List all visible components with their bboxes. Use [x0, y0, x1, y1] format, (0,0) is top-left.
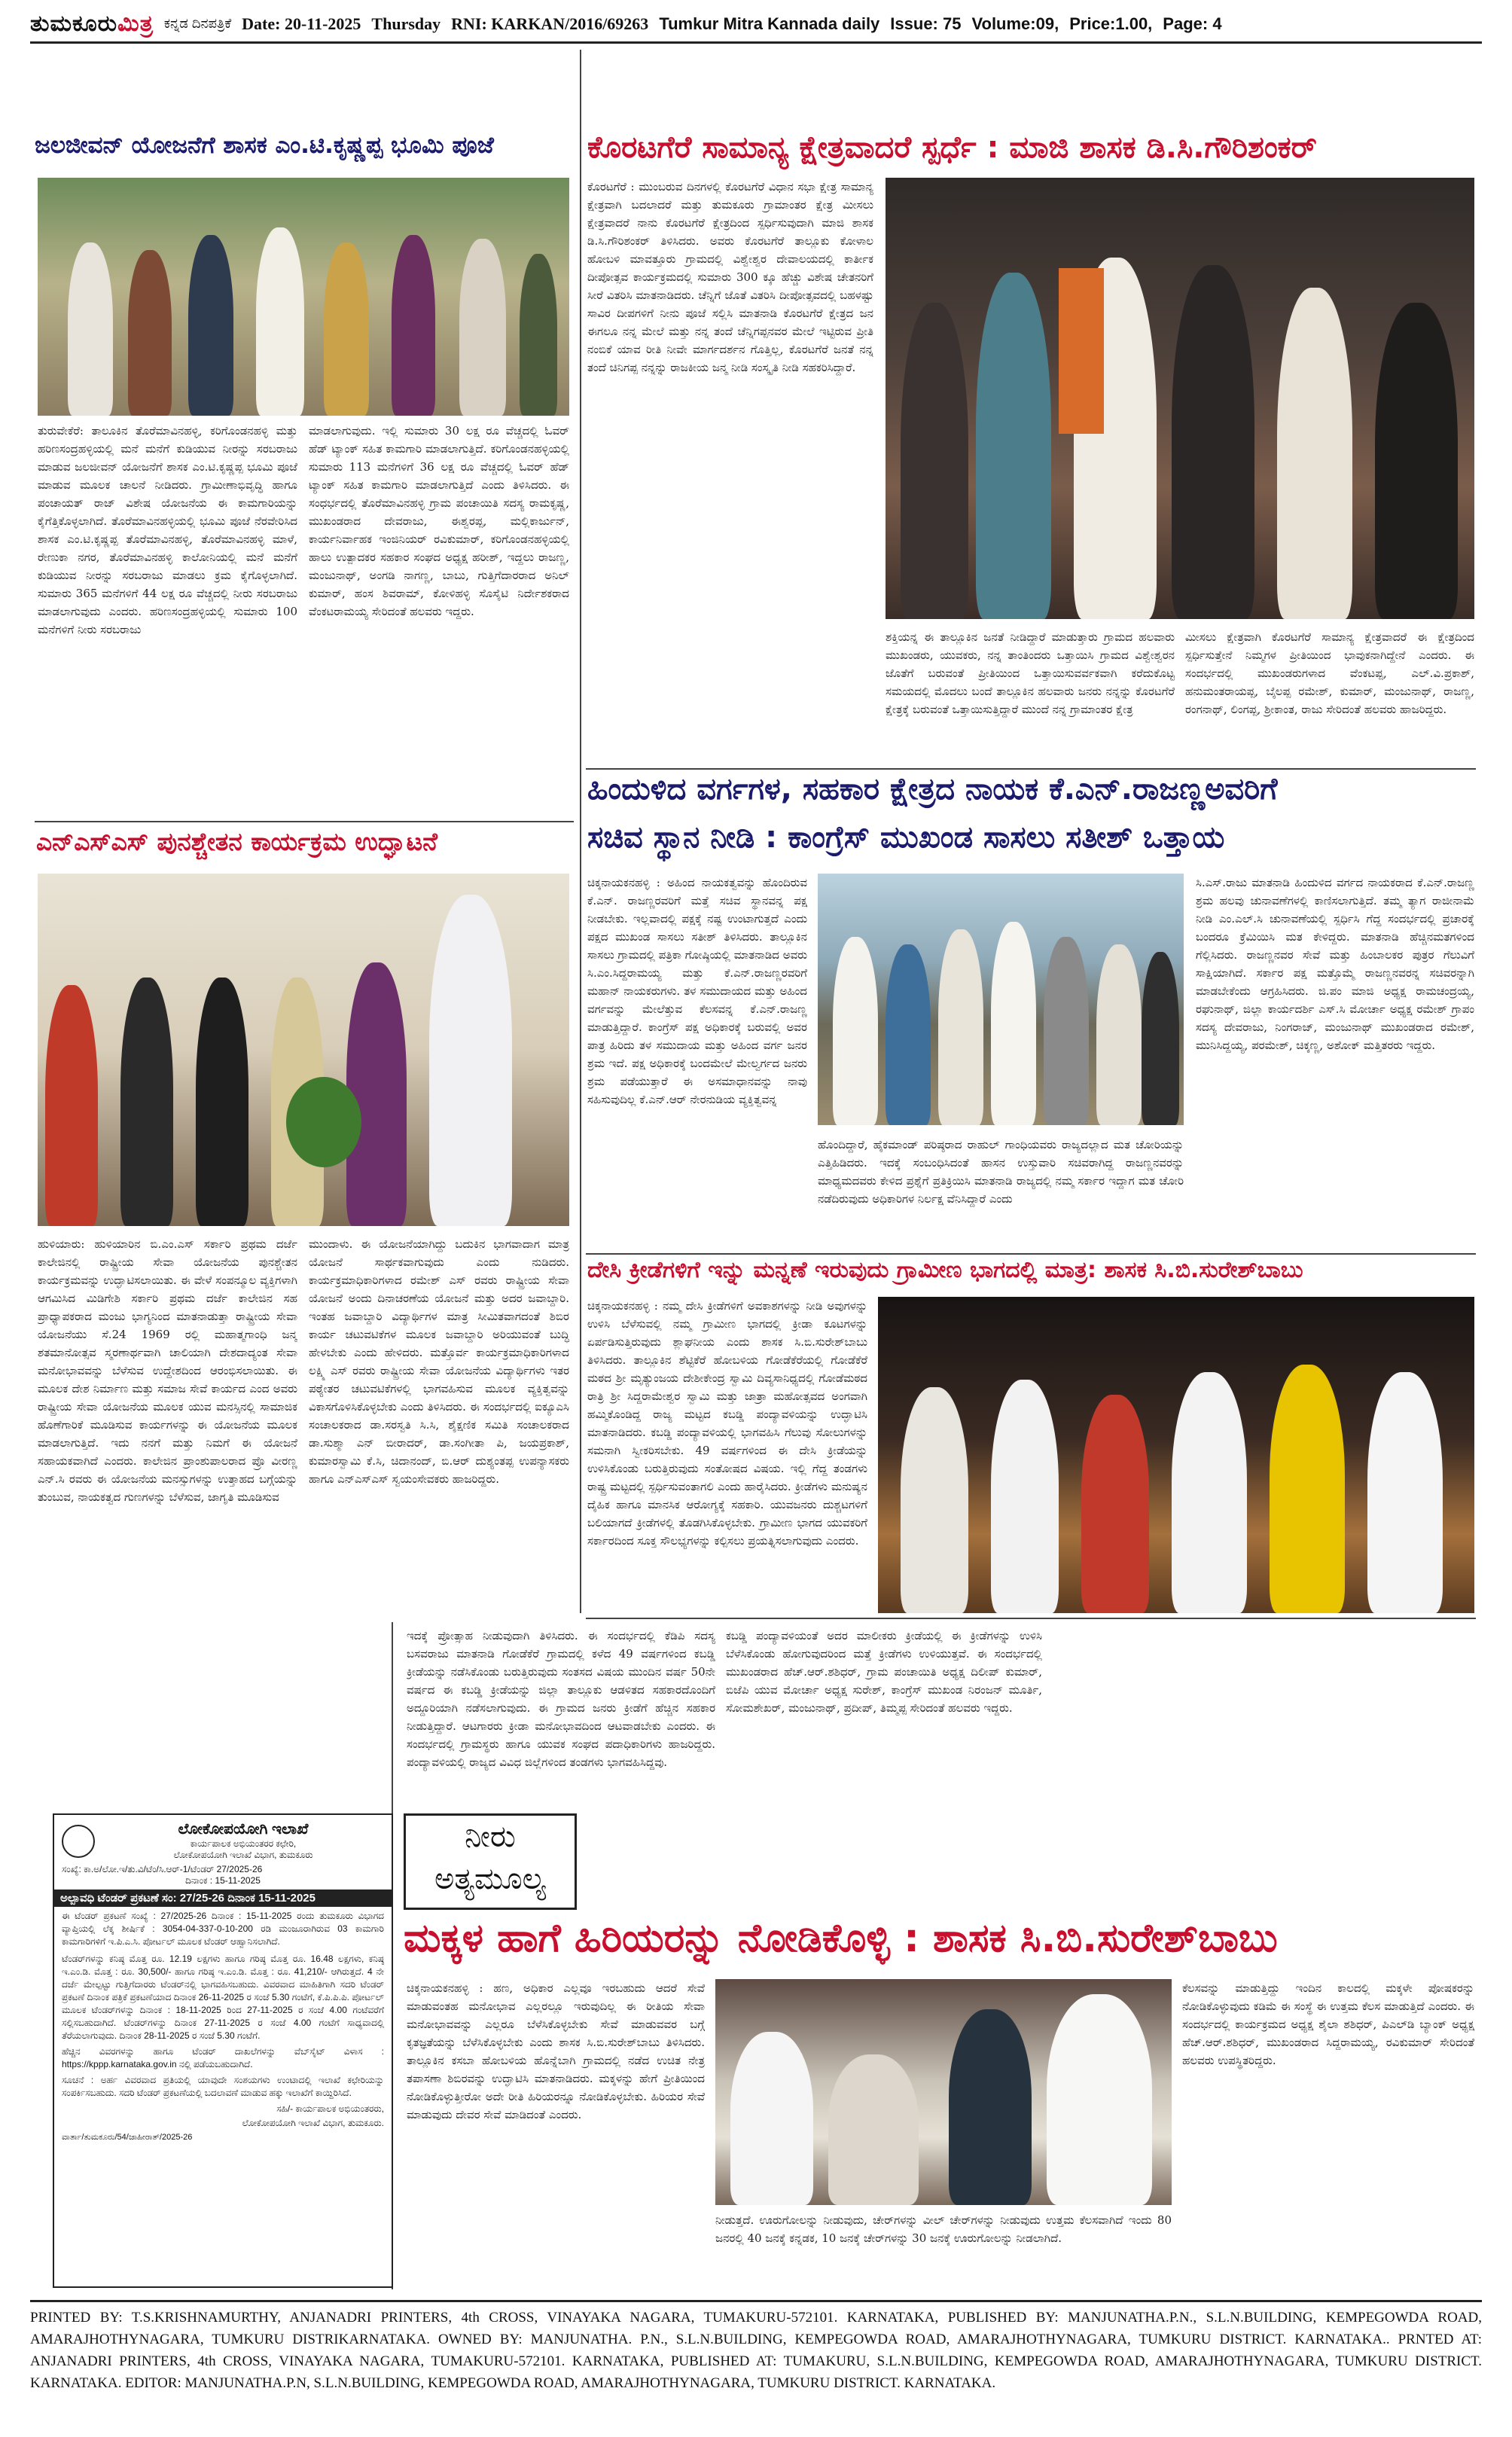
masthead: [30, 6, 1482, 44]
notice-body-3: ಹೆಚ್ಚಿನ ವಿವರಗಳನ್ನು ಹಾಗೂ ಟೆಂಡರ್ ದಾಖಲೆಗಳನ್ನು ವೆಬ್‌ಸೈಟ್ ವಿಳಾಸ : https://kppp.karnataka.gov.in ನಲ್ಲಿ ಪಡೆಯಬಹುದಾಗಿದೆ.: [62, 2046, 384, 2069]
story6-body-left: ಚಿಕ್ಕನಾಯಕನಹಳ್ಳಿ : ಹಣ, ಅಧಿಕಾರ ಎಲ್ಲವೂ ಇರಬಹುದು ಆದರೆ ಸೇವೆ ಮಾಡುವಂತಹ ಮನೋಭಾವ ಎಲ್ಲರಲ್ಲೂ ಇರುವುದಿಲ್ಲ ಈ ರೀತಿಯ ಸೇವಾ ಮನೋಭಾವವನ್ನು ಎಲ್ಲರೂ ಬೆಳೆಸಿಕೊಳ್ಳಬೇಕು ಸೇವೆ ಮಾಡುವವರ ಬಗ್ಗೆ ಕೃತಜ್ಞತೆಯನ್ನು ಬೆಳೆಸಿಕೊಳ್ಳಬೇಕು ಎಂದು ಶಾಸಕ ಸಿ.ಬಿ.ಸುರೇಶ್‌ಬಾಬು ತಿಳಿಸಿದರು. ತಾಲ್ಲೂಕಿನ ಕಸಬಾ ಹೋಬಳಿಯ ಹೊನ್ನೆಬಾಗಿ ಗ್ರಾಮದಲ್ಲಿ ನಡೆದ ಉಚಿತ ನೇತ್ರ ತಪಾಸಣಾ ಶಿಬಿರವನ್ನು ಉದ್ಘಾಟಿಸಿ ಮಾತನಾಡಿದರು. ಮಕ್ಕಳನ್ನು ಹೇಗೆ ಪ್ರೀತಿಯಿಂದ ನೋಡಿಕೊಳ್ಳುತ್ತೀರೋ ಅದೇ ರೀತಿ ಹಿರಿಯರನ್ನೂ ನೋಡಿಕೊಳ್ಳಬೇಕು. ಹಿರಿಯರ ಸೇವೆ ಮಾಡುವುದು ದೇವರ ಸೇವೆ ಮಾಡಿದಂತೆ ಎಂದರು.: [407, 1981, 705, 2121]
paper-name: Tumkur Mitra Kannada daily: [659, 14, 880, 33]
story4-body-right: ಸಿ.ಎಸ್.ರಾಜು ಮಾತನಾಡಿ ಹಿಂದುಳಿದ ವರ್ಗದ ನಾಯಕರಾದ ಕೆ.ಎನ್.ರಾಜಣ್ಣ ಶ್ರಮ ಹಲವು ಚುನಾವಣೆಗಳಲ್ಲಿ ಕಾಣಿಸಲಾಗುತ್ತಿದೆ. ತಮ್ಮ ತ್ಯಾಗ ರಾಜೀನಾಮೆ ನೀಡಿ ಎಂ.ಎಲ್.ಸಿ ಚುನಾವಣೆಯಲ್ಲಿ ಸ್ಪರ್ಧಿಸಿ ಗೆದ್ದ ಸಂದರ್ಭದಲ್ಲಿ ಪ್ರಚಾರಕ್ಕೆ ಬಂದರೂ ಕ್ರೆಮಿಯಿಸಿ ಮತ ಕೇಳಿದ್ದರು. ಮಾತನಾಡಿ ಹೆಚ್ಚಿನಮತಗಳಿಂದ ಗೆಲ್ಲಿಸಿದರು. ರಾಜಣ್ಣನವರ ಸೇವೆ ಮತ್ತು ಹಿಂಬಾಲಕರ ಪುತ್ರರ ಗೆಲುವಿಗೆ ಸಾಕ್ಷಿಯಾಗಿದೆ. ಸರ್ಕಾರ ಪಕ್ಷ ಮತ್ತೊಮ್ಮೆ ರಾಜಣ್ಣನವರನ್ನ ಸಚಿವರನ್ನಾಗಿ ಮಾಡಬೇಕೆಂದು ಆಗ್ರಹಿಸಿದರು. ಜಿ.ಪಂ ಮಾಜಿ ಅಧ್ಯಕ್ಷ ರಾಮಚಂದ್ರಯ್ಯ, ರಘುನಾಥ್, ಜಿಲ್ಲಾ ಕಾರ್ಯದರ್ಶಿ ಎಸ್.ಸಿ ಮೋರ್ಚಾ ಅಧ್ಯಕ್ಷ ರಮೇಶ್ ಗ್ರಾಪಂ ಸದಸ್ಯ ದೇವರಾಜು, ನಿಂಗರಾಜ್, ಮಂಜುನಾಥ್ ಮುಖಂಡರಾದ ರಮೇಶ್, ಮುನಿಸಿದ್ದಯ್ಯ, ಪರಮೇಶ್, ಚಿಕ್ಕಣ್ಣ, ಅಶೋಕ್ ಮತ್ತಿತರರು ಇದ್ದರು.: [1196, 876, 1474, 1052]
section-divider: [35, 821, 574, 822]
story2-body-col2: ಮುಂದಾಳು. ಈ ಯೋಜನೆಯಾಗಿದ್ದು ಬದುಕಿನ ಭಾಗವಾದಾಗ ಮಾತ್ರ ಯೋಜನೆ ಸಾರ್ಥಕವಾಗುವುದು ಎಂದು ನುಡಿದರು. ಕಾರ್ಯಕ್ರಮಾಧಿಕಾರಿಗಳಾದ ರಮೇಶ್ ಎಸ್ ರವರು ರಾಷ್ಟ್ರೀಯ ಸೇವಾ ಯೋಜನೆ ಅಂದು ದಿನಾಚರಣೆಯ ಯೋಜನೆ ಮತ್ತು ಅದರ ಜವಾಬ್ದಾರಿ. ಇಂತಹ ಜವಾಬ್ದಾರಿ ವಿದ್ಯಾರ್ಥಿಗಳ ಮಾತ್ರ ಸೀಮಿತವಾಗದಂತೆ ಶಿಬಿರ ಕಾರ್ಯ ಚಟುವಟಿಕೆಗಳ ಮೂಲಕ ಜವಾಬ್ದಾರಿ ಅರಿಯುವಂತೆ ಬುದ್ಧಿ ಹೇಳಬೇಕು ಎಂದು ಹೇಳಿದರು. ಮತ್ತೊರ್ವ ಕಾರ್ಯಕ್ರಮಾಧಿಕಾರಿಗಳಾದ ಲಕ್ಷ್ಮಿ ಎಸ್ ರವರು ರಾಷ್ಟ್ರೀಯ ಸೇವಾ ಯೋಜನೆಯ ವಿದ್ಯಾರ್ಥಿಗಳು ಇತರ ಪಠ್ಯೇತರ ಚಟುವಟಿಕೆಗಳಲ್ಲಿ ಭಾಗವಹಿಸುವ ಮೂಲಕ ವ್ಯಕ್ತಿತ್ವವನ್ನು ವಿಕಾಸಗೊಳಿಸಿಕೊಳ್ಳಬೇಕು ಎಂದು ತಿಳಿಸಿದರು. ಈ ಸಂದರ್ಭದಲ್ಲಿ ಐಕ್ಯೂಎಸಿ ಸಂಚಾಲಕರಾದ ಡಾ.ಸರಸ್ವತಿ ಸಿ.ಸಿ, ಶೈಕ್ಷಣಿಕ ಸಮಿತಿ ಸಂಚಾಲಕರಾದ ಡಾ.ಸುಶ್ಮಾ ಎನ್ ಬೀರಾದರ್, ಡಾ.ಸಂಗೀತಾ ಪಿ, ಜಯಪ್ರಕಾಶ್, ಕುಮಾರಸ್ವಾಮಿ ಕೆ.ಸಿ, ಚಿದಾನಂದ್, ಬಿ.ಆರ್ ದುಶ್ಯಂತಪ್ಪ ಉಪನ್ಯಾಸಕರು ಹಾಗೂ ಎನ್‌ಎಸ್‌ಎಸ್ ಸ್ವಯಂಸೇವಕರು ಹಾಜರಿದ್ದರು.: [309, 1237, 569, 1486]
story1-photo: [38, 178, 569, 416]
notice-sub2: ಲೋಕೋಪಯೋಗಿ ಇಲಾಖೆ ವಿಭಾಗ, ತುಮಕೂರು: [173, 1850, 313, 1860]
story4-headline-2: ಸಚಿವ ಸ್ಥಾನ ನೀಡಿ : ಕಾಂಗ್ರೆಸ್ ಮುಖಂಡ ಸಾಸಲು ಸತೀಶ್ ಒತ್ತಾಯ: [587, 821, 1225, 855]
story5-body-right: ಕಬಡ್ಡಿ ಪಂದ್ಯಾವಳಿಯಂತೆ ಅದರ ಮಾಲೀಕರು ಕ್ರೀಡೆಯಲ್ಲಿ ಈ ಕ್ರೀಡೆಗಳನ್ನು ಉಳಿಸಿ ಬೆಳೆಸಿಕೊಂಡು ಹೋಗುವುದರಿಂದ ಮತ್ತೆ ಕ್ರೀಡೆಗಳು ಉಳಿಯುತ್ತವೆ. ಈ ಸಂದರ್ಭದಲ್ಲಿ ಮುಖಂಡರಾದ ಹೆಚ್.ಆರ್.ಶಶಿಧರ್, ಗ್ರಾಮ ಪಂಚಾಯಿತಿ ಅಧ್ಯಕ್ಷ ದಿಲೀಪ್ ಕುಮಾರ್, ಬಿಜೆಪಿ ಯುವ ಮೋರ್ಚಾ ಅಧ್ಯಕ್ಷ ಸುರೇಶ್, ಕಾಂಗ್ರೆಸ್ ಮುಖಂಡ ನಿರಂಜನ್ ಮೂರ್ತಿ, ಸೋಮಶೇಖರ್, ಮಂಜುನಾಥ್, ಪ್ರದೀಪ್, ತಿಮ್ಮಪ್ಪ ಸೇರಿದಂತೆ ಹಲವರು ಇದ್ದರು.: [726, 1629, 1042, 1715]
story6-headline: ಮಕ್ಕಳ ಹಾಗೆ ಹಿರಿಯರನ್ನು ನೋಡಿಕೊಳ್ಳಿ : ಶಾಸಕ ಸಿ.ಬಿ.ಸುರೇಶ್‌ಬಾಬು: [404, 1917, 1278, 1961]
story4-photo: [818, 874, 1184, 1125]
notice-code: ವಾರ್ತಾ/ತುಮಕೂರು/54/ಜಾಹೀರಾತ್/2025-26: [62, 2133, 193, 2142]
story4-body-left: ಚಿಕ್ಕನಾಯಕನಹಳ್ಳಿ : ಅಹಿಂದ ನಾಯಕತ್ವವನ್ನು ಹೊಂದಿರುವ ಕೆ.ಎನ್. ರಾಜಣ್ಣರವರಿಗೆ ಮತ್ತೆ ಸಚಿವ ಸ್ಥಾನವನ್ನ ಪಕ್ಷ ನೀಡಬೇಕು. ಇಲ್ಲವಾದಲ್ಲಿ ಪಕ್ಷಕ್ಕೆ ನಷ್ಟ ಉಂಟಾಗುತ್ತದೆ ಎಂದು ಪಕ್ಷದ ಮುಖಂಡ ಸಾಸಲು ಸತೀಶ್ ತಿಳಿಸಿದರು. ತಾಲ್ಲೂಕಿನ ಸಾಸಲು ಗ್ರಾಮದಲ್ಲಿ ಪತ್ರಿಕಾ ಗೋಷ್ಠಿಯಲ್ಲಿ ಮಾತನಾಡಿದ ಅವರು ಸಿ.ಎಂ.ಸಿದ್ದರಾಮಯ್ಯ ಮತ್ತು ಕೆ.ಎನ್.ರಾಜಣ್ಣರವರಿಗೆ ಮಹಾನ್ ನಾಯಕರುಗಳು. ತಳ ಸಮುದಾಯದ ಮತ್ತು ಅಹಿಂದ ವರ್ಗವನ್ನು ಮೇಲೆತ್ತುವ ಕೆಲಸವನ್ನ ಕೆ.ಎನ್.ರಾಜಣ್ಣ ಮಾಡುತ್ತಿದ್ದಾರೆ. ಕಾಂಗ್ರೆಸ್ ಪಕ್ಷ ಅಧಿಕಾರಕ್ಕೆ ಬರುವಲ್ಲಿ ಅವರ ಪಾತ್ರ ಹಿರಿದು ತಳ ಸಮುದಾಯ ಮತ್ತು ಅಹಿಂದ ವರ್ಗ ಜನರ ಶ್ರಮ ಇದೆ. ಪಕ್ಷ ಅಧಿಕಾರಕ್ಕೆ ಬಂದಮೇಲೆ ಮೇಲ್ವರ್ಗದ ಜನರು ಶ್ರಮ ಪಡೆಯುತ್ತಾರೆ ಈ ಅಸಮಾಧಾನವನ್ನು ನಾವು ಸಹಿಸುವುದಿಲ್ಲ ಕೆ.ಎನ್.ಆರ್ ನೇರನುಡಿಯ ವ್ಯಕ್ತಿತ್ವವನ್ನ: [587, 876, 807, 1106]
story6-body-middle: ನೀಡುತ್ತದೆ. ಊರುಗೋಲನ್ನು ನೀಡುವುದು, ಚೇರ್‌ಗಳನ್ನು ವೀಲ್ ಚೇರ್‌ಗಳನ್ನು ನೀಡುವುದು ಉತ್ತಮ ಕೆಲಸವಾಗಿದೆ ಇಂದು 80 ಜನರಲ್ಲಿ 40 ಜನಕ್ಕೆ ಕನ್ನಡಕ, 10 ಜನಕ್ಕೆ ಚೇರ್‌ಗಳನ್ನು 30 ಜನಕ್ಕೆ ಊರುಗೋಲನ್ನು ನೀಡಲಾಗಿದೆ.: [715, 2213, 1172, 2245]
rni-number: RNI: KARKAN/2016/69263: [451, 14, 649, 33]
story3-body-col-b: ಮೀಸಲು ಕ್ಷೇತ್ರವಾಗಿ ಕೊರಟಗೆರೆ ಸಾಮಾನ್ಯ ಕ್ಷೇತ್ರವಾದರೆ ಈ ಕ್ಷೇತ್ರದಿಂದ ಸ್ಪರ್ಧಿಸುತ್ತೇನೆ ನಿಮ್ಮಗಳ ಪ್ರೀತಿಯಿಂದ ಭಾವುಕನಾಗಿದ್ದೇನೆ ಎಂದರು. ಈ ಸಂದರ್ಭದಲ್ಲಿ ಮುಖಂಡರುಗಳಾದ ವೆಂಕಟಪ್ಪ, ಎಲ್.ವಿ.ಪ್ರಕಾಶ್, ಹನುಮಂತರಾಯಪ್ಪ, ಬೈಲಪ್ಪ ರಮೇಶ್, ಕುಮಾರ್, ಮಂಜುನಾಥ್, ರಾಜಣ್ಣ, ರಂಗನಾಥ್, ಲಿಂಗಪ್ಪ, ಶ್ರೀಕಾಂತ, ರಾಜು ಸೇರಿದಂತೆ ಹಲವರು ಹಾಜರಿದ್ದರು.: [1185, 630, 1474, 716]
notice-body-4: ಸೂಚನೆ : ಅರ್ಹ ವಿವರವಾದ ಪ್ರತಿಯಲ್ಲಿ ಯಾವುದೇ ಸಂಶಯಗಳು ಉಂಟಾದಲ್ಲಿ ಇಲಾಖೆ ಕಛೇರಿಯನ್ನು ಸಂಪರ್ಕಿಸಬಹುದು. ಸದರಿ ಟೆಂಡರ್ ಪ್ರಕಟಣೆಯಲ್ಲಿ ಬದಲಾವಣೆ ಮಾಡುವ ಹಕ್ಕು ಇಲಾಖೆಗೆ ಕಾಯ್ದಿರಿಸಿದೆ.: [62, 2075, 384, 2098]
notice-sub1: ಕಾರ್ಯಪಾಲಕ ಅಭಿಯಂತರರ ಕಛೇರಿ,: [190, 1838, 297, 1849]
section-divider: [586, 1253, 1476, 1255]
story2-photo: [38, 874, 569, 1226]
story6-photo: [715, 1979, 1172, 2205]
issue-number: Issue: 75: [890, 14, 962, 33]
story5-body-left: ಚಿಕ್ಕನಾಯಕನಹಳ್ಳಿ : ನಮ್ಮ ದೇಸಿ ಕ್ರೀಡೆಗಳಿಗೆ ಅವಕಾಶಗಳನ್ನು ನೀಡಿ ಅವುಗಳನ್ನು ಉಳಿಸಿ ಬೆಳೆಸುವಲ್ಲಿ ನಮ್ಮ ಗ್ರಾಮೀಣ ಭಾಗದಲ್ಲಿ ಕ್ರೀಡಾ ಕೂಟಗಳನ್ನು ಏರ್ಪಡಿಸುತ್ತಿರುವುದು ಶ್ಲಾಘನೀಯ ಎಂದು ಶಾಸಕ ಸಿ.ಬಿ.ಸುರೇಶ್‌ಬಾಬು ತಿಳಿಸಿದರು. ತಾಲ್ಲೂಕಿನ ಶೆಟ್ಟಿಕೆರೆ ಹೋಬಳಿಯ ಗೋಡೆಕೆರೆಯಲ್ಲಿ ಗೋಡೆಕೆರೆ ಮಠದ ಶ್ರೀ ಮೃತ್ಯುಂಜಯ ದೇಶೀಕೇಂದ್ರ ಸ್ವಾಮಿ ದಿವ್ಯಸಾನಿಧ್ಯದಲ್ಲಿ ಗೋಡೆಮಠದ ರಾತ್ರಿ ಶ್ರೀ ಸಿದ್ದರಾಮೇಶ್ವರ ಸ್ವಾಮಿ ಮತ್ತು ಜಾತ್ರಾ ಮಹೋತ್ಸವದ ಅಂಗವಾಗಿ ಹಮ್ಮಿಕೊಂಡಿದ್ದ ರಾಜ್ಯ ಮಟ್ಟದ ಕಬಡ್ಡಿ ಪಂದ್ಯಾವಳಿಯನ್ನು ಉದ್ಘಾಟಿಸಿ ಮಾತನಾಡಿದರು. ಕಬಡ್ಡಿ ಪಂದ್ಯಾವಳಿಯಲ್ಲಿ ಭಾಗವಹಿಸಿ ಗೆಲುವು ಸೋಲುಗಳನ್ನು ಸಮನಾಗಿ ಸ್ವೀಕರಿಸಬೇಕು. 49 ವರ್ಷಗಳಿಂದ ಈ ದೇಸಿ ಕ್ರೀಡೆಯನ್ನು ಉಳಿಸಿಕೊಂಡು ಬರುತ್ತಿರುವುದು ಸಂತೋಷದ ವಿಷಯ. ಇಲ್ಲಿ ಗೆದ್ದ ತಂಡಗಳು ರಾಷ್ಟ್ರ ಮಟ್ಟದಲ್ಲಿ ಸ್ಪರ್ಧಿಸುವಂತಾಗಲಿ ಎಂದು ಹಾರೈಸಿದರು. ಕ್ರೀಡೆಗಳು ಮನುಷ್ಯನ ದೈಹಿಕ ಹಾಗೂ ಮಾನಸಿಕ ಆರೋಗ್ಯಕ್ಕೆ ಸಹಕಾರಿ. ಯುವಜನರು ದುಶ್ಚಟಗಳಿಗೆ ಬಲಿಯಾಗದೆ ಕ್ರೀಡೆಗಳಲ್ಲಿ ತೊಡಗಿಸಿಕೊಳ್ಳಬೇಕು. ಗ್ರಾಮೀಣ ಭಾಗದ ಯುವಕರಿಗೆ ಸರ್ಕಾರದಿಂದ ಸೂಕ್ತ ಸೌಲಭ್ಯಗಳನ್ನು ಕಲ್ಪಿಸಲು ಪ್ರಯತ್ನಿಸಲಾಗುವುದು ಎಂದರು.: [587, 1299, 867, 1548]
slogan-line-1: ನೀರು: [465, 1819, 516, 1854]
notice-org: ಲೋಕೋಪಯೋಗಿ ಇಲಾಖೆ: [178, 1821, 309, 1838]
notice-sign-2: ಲೋಕೋಪಯೋಗಿ ಇಲಾಖೆ ವಿಭಾಗ, ತುಮಕೂರು.: [242, 2118, 384, 2128]
notice-body-1: ಈ ಟೆಂಡರ್ ಪ್ರಕಟಣೆ ಸಂಖ್ಯೆ : 27/2025-26 ದಿನಾಂಕ : 15-11-2025 ರಂದು ತುಮಕೂರು ವಿಭಾಗದ ವ್ಯಾಪ್ತಿಯಲ್ಲಿ ಲೆಕ್ಕ ಶೀರ್ಷಿಕೆ : 3054-04-337-0-10-200 ರಡಿ ಮಂಜೂರಾಗಿರುವ 03 ಕಾಮಗಾರಿ ಕಾಮಗಾರಿಗಳಿಗೆ ಇ.ಪಿ.ಎ.ಸಿ. ಪೋರ್ಟಲ್ ಮೂಲಕ ಟೆಂಡರ್ ಆಹ್ವಾನಿಸಲಾಗಿದೆ.: [62, 1911, 384, 1947]
story4-body-middle: ಹೊಂದಿದ್ದಾರೆ, ಹೈಕಮಾಂಡ್ ಪರಿಷ್ಠರಾದ ರಾಹುಲ್ ಗಾಂಧಿಯವರು ರಾಜ್ಯದಲ್ಲಾದ ಮತ ಚೋರಿಯನ್ನು ಎತ್ತಿಹಿಡಿದರು. ಇದಕ್ಕೆ ಸಂಬಂಧಿಸಿದಂತೆ ಹಾಸನ ಉಸ್ತುವಾರಿ ಸಚಿವರಾಗಿದ್ದ ರಾಜಣ್ಣನವರನ್ನು ಮಾಧ್ಯಮದವರು ಕೇಳಿದ ಪ್ರಶ್ನೆಗೆ ಪ್ರತಿಕ್ರಿಯಿಸಿ ಮಾತನಾಡಿ ರಾಜ್ಯದಲ್ಲಿ ನಮ್ಮ ಸರ್ಕಾರ ಇದ್ದಾಗ ಮತ ಚೋರಿ ನಡೆದಿರುವುದು ಅಧಿಕಾರಿಗಳ ನಿರ್ಲಕ್ಷ ವೆನಿಸಿದ್ದಾರೆ ಎಂದು: [818, 1138, 1184, 1206]
page-number: Page: 4: [1163, 14, 1222, 33]
story5-photo: [878, 1297, 1474, 1613]
notice-body-2: ಟೆಂಡರ್‌ಗಳನ್ನು ಕನಿಷ್ಠ ಮೊತ್ತ ರೂ. 12.19 ಲಕ್ಷಗಳು ಹಾಗೂ ಗರಿಷ್ಠ ಮೊತ್ತ ರೂ. 16.48 ಲಕ್ಷಗಳು, ಕನಿಷ್ಠ ಇ.ಎಂ.ಡಿ. ಮೊತ್ತ : ರೂ. 30,500/- ಹಾಗೂ ಗರಿಷ್ಠ ಇ.ಎಂ.ಡಿ. ಮೊತ್ತ : ರೂ. 41,210/- ಆಗಿರುತ್ತದೆ. 4 ನೇ ದರ್ಜೆ ಮೇಲ್ಪಟ್ಟು ಗುತ್ತಿಗೆದಾರರು ಟೆಂಡರ್‌ನಲ್ಲಿ ಭಾಗವಹಿಸಬಹುದು. ವಿವರವಾದ ಮಾಹಿತಿಗಾಗಿ ಸದರಿ ಟೆಂಡರ್ ಪ್ರಕಟಣೆ ದಿನಾಂಕ ಪತ್ರಿಕೆ ಪ್ರಕಟಣೆಯಾದ ದಿನಾಂಕ 26-11-2025 ರ ಸಂಜೆ 5.30 ಗಂಟೆಗೆ, ಕೆ.ಪಿ.ಪಿ.ಪಿ. ಪೋರ್ಟಲ್ ಮೂಲಕ ಟೆಂಡರ್‌ಗಳನ್ನು ದಿನಾಂಕ : 18-11-2025 ರಿಂದ 27-11-2025 ರ ಸಂಜೆ 4.00 ಗಂಟೆವರೆಗೆ ಸಲ್ಲಿಸಬಹುದಾಗಿದೆ. ಟೆಂಡರ್‌ಗಳನ್ನು ದಿನಾಂಕ 27-11-2025 ರ ಸಂಜೆ 4.00 ಗಂಟೆಗೆ ಸಾಧ್ಯವಾದಲ್ಲಿ ತೆರೆಯಲಾಗುವುದು. ದಿನಾಂಕ 28-11-2025 ರ ಸಂಜೆ 5.30 ಗಂಟೆಗೆ.: [62, 1954, 384, 2041]
notice-date: ದಿನಾಂಕ : 15-11-2025: [185, 1875, 261, 1886]
slogan-line-2: ಅತ್ಯಮೂಲ್ಯ: [434, 1862, 547, 1896]
issue-day: Thursday: [371, 14, 441, 33]
story5-headline: ದೇಸಿ ಕ್ರೀಡೆಗಳಿಗೆ ಇನ್ನು ಮನ್ನಣೆ ಇರುವುದು ಗ್ರಾಮೀಣ ಭಾಗದಲ್ಲಿ ಮಾತ್ರ: ಶಾಸಕ ಸಿ.ಬಿ.ಸುರೇಶ್‌ಬಾಬು: [587, 1258, 1303, 1283]
story3-photo: [886, 178, 1474, 619]
story1-headline: ಜಲಜೀವನ್ ಯೋಜನೆಗೆ ಶಾಸಕ ಎಂ.ಟಿ.ಕೃಷ್ಣಪ್ಪ ಭೂಮಿ ಪೂಜೆ: [35, 133, 494, 159]
story1-body-col1: ತುರುವೇಕೆರೆ: ತಾಲೂಕಿನ ತೊರೆಮಾವಿನಹಳ್ಳಿ, ಕರಿಗೊಂಡನಹಳ್ಳಿ ಮತ್ತು ಹರಿಣಸಂದ್ರಹಳ್ಳಿಯಲ್ಲಿ ಮನೆ ಮನೆಗೆ ಕುಡಿಯುವ ನೀರನ್ನು ಸರಬರಾಜು ಮಾಡುವ ಜಲಜೀವನ್ ಯೋಜನೆಗೆ ಶಾಸಕ ಎಂ.ಟಿ.ಕೃಷ್ಣಪ್ಪ ಭೂಮಿ ಪೂಜೆ ಮಾಡುವ ಮೂಲಕ ಚಾಲನೆ ನೀಡಿದರು. ಗ್ರಾಮೀಣಾಭಿವೃದ್ಧಿ ಹಾಗೂ ಪಂಚಾಯತ್ ರಾಜ್ ವಿಶೇಷ ಯೋಜನೆಯ ಈ ಕಾಮಗಾರಿಯನ್ನು ಕೈಗೆತ್ತಿಕೊಳ್ಳಲಾಗಿದೆ. ತೊರೆಮಾವಿನಹಳ್ಳಿಯಲ್ಲಿ ಭೂಮಿ ಪೂಜೆ ನೆರವೇರಿಸಿದ ಶಾಸಕ ಎಂ.ಟಿ.ಕೃಷ್ಣಪ್ಪ ತೊರೆಮಾವಿನಹಳ್ಳಿ, ತೊರೆಮಾವಿನಹಳ್ಳಿ ಮಾಳೆ, ರೇಣುಕಾ ನಗರ, ತೊರೆಮಾವಿನಹಳ್ಳಿ ಕಾಲೋನಿಯಲ್ಲಿ ಮನೆ ಮನೆಗೆ ಕುಡಿಯುವ ನೀರನ್ನು ಸರಬರಾಜು ಮಾಡಲು ಕ್ರಮ ಕೈಗೊಳ್ಳಲಾಗಿದೆ. ಸುಮಾರು 365 ಮನೆಗಳಿಗೆ 44 ಲಕ್ಷ ರೂ ವೆಚ್ಚದಲ್ಲಿ ನೀರು ಸರಬರಾಜು ಮಾಡಲಾಗುವುದು ಎಂದರು. ಹರಿಣಸಂದ್ರಹಳ್ಳಿಯಲ್ಲಿ ಸುಮಾರು 100 ಮನೆಗಳಿಗೆ ನೀರು ಸರಬರಾಜು: [38, 424, 297, 636]
story3-headline: ಕೊರಟಗೆರೆ ಸಾಮಾನ್ಯ ಕ್ಷೇತ್ರವಾದರೆ ಸ್ಪರ್ಧೆ : ಮಾಜಿ ಶಾಸಕ ಡಿ.ಸಿ.ಗೌರಿಶಂಕರ್: [587, 131, 1317, 165]
story3-lead: ಕೊರಟಗೆರೆ : ಮುಂಬರುವ ದಿನಗಳಲ್ಲಿ ಕೊರಟಗೆರೆ ವಿಧಾನ ಸಭಾ ಕ್ಷೇತ್ರ ಸಾಮಾನ್ಯ ಕ್ಷೇತ್ರವಾಗಿ ಬದಲಾದರೆ ಮತ್ತು ತುಮಕೂರು ಗ್ರಾಮಾಂತರ ಕ್ಷೇತ್ರ ಮೀಸಲು ಕ್ಷೇತ್ರವಾದರೆ ನಾನು ಕೊರಟಗೆರೆ ಕ್ಷೇತ್ರದಿಂದ ಸ್ಪರ್ಧಿಸುವುದಾಗಿ ಮಾಜಿ ಶಾಸಕ ಡಿ.ಸಿ.ಗೌರಿಶಂಕರ್ ತಿಳಿಸಿದರು. ಅವರು ಕೊರಟಗೆರೆ ತಾಲ್ಲೂಕು ಕೋಳಾಲ ಹೋಬಳಿ ಮಾವತ್ತೂರು ಗ್ರಾಮದಲ್ಲಿ ವಿಶ್ವೇಶ್ವರ ದೇವಾಲಯದಲ್ಲಿ ಕಾರ್ತೀಕ ದೀಪೋತ್ಸವ ಕಾರ್ಯಕ್ರಮದಲ್ಲಿ ಸುಮಾರು 300 ಕ್ಕೂ ಹೆಚ್ಚು ವಿಶೇಷ ಚೇತನರಿಗೆ ಸೀರೆ ವಿತರಿಸಿ ಮಾತನಾಡಿದರು. ಚೆನ್ನಿಗೆ ಜೊತೆ ವಿತರಿಸಿ ದೀಪೋತ್ಸವದಲ್ಲಿ ಬಹಳಷ್ಟು ಸಾವಿರ ದೀಪಗಳಿಗೆ ನೀನು ಪೂಜೆ ಸಲ್ಲಿಸಿ ಮಾತನಾಡಿ ಕೊರಟಗೆರೆ ಕ್ಷೇತ್ರದ ಜನ ಈಗಲೂ ನನ್ನ ಮೇಲೆ ಮತ್ತು ನನ್ನ ತಂದೆ ಚೆನ್ನಿಗಪ್ಪನವರ ಮೇಲೆ ಇಟ್ಟಿರುವ ಪ್ರೀತಿ ನಂಬಿಕೆ ಯಾವ ರೀತಿ ನೀವೇ ಮಾರ್ಗದರ್ಶನ ಗೊತ್ತಿಲ್ಲ, ಕೊರಟಗೆರೆ ಜನತೆ ನನ್ನ ತಂದೆ ಚಿನಿಗಪ್ಪ ನನ್ನನ್ನು ರಾಜಕೀಯ ಜನ್ಮ ನೀಡಿ ಸಂಸ್ಕೃತಿ ನೀಡಿ ಸಹಕರಿಸಿದ್ದಾರೆ.: [587, 180, 873, 374]
tender-notice: [53, 1813, 393, 2288]
column-divider: [580, 50, 581, 1613]
section-divider: [586, 1618, 1476, 1619]
price: Price:1.00,: [1069, 14, 1153, 33]
notice-ref: ಸಂಖ್ಯೆ: ಕಾ.ಅ/ಲೋ.ಇ/ತು.ವಿ/ಟೆಂ/ಸಿ.ಆರ್-1/ಟೆಂಡರ್ 27/2025-26: [62, 1864, 263, 1874]
story2-body-col1: ಹುಳಿಯಾರು: ಹುಳಿಯಾರಿನ ಬಿ.ಎಂ.ಎಸ್ ಸರ್ಕಾರಿ ಪ್ರಥಮ ದರ್ಜೆ ಕಾಲೇಜಿನಲ್ಲಿ ರಾಷ್ಟ್ರೀಯ ಸೇವಾ ಯೋಜನೆಯ ಪುನಶ್ಚೇತನ ಕಾರ್ಯಕ್ರಮವನ್ನು ಉದ್ಘಾಟಿಸಲಾಯಿತು. ಈ ವೇಳೆ ಸಂಪನ್ಮೂಲ ವ್ಯಕ್ತಿಗಳಾಗಿ ಆಗಮಿಸಿದ ಮಿಡಿಗೇಶಿ ಸರ್ಕಾರಿ ಪ್ರಥಮ ದರ್ಜೆ ಕಾಲೇಜಿನ ಸಹ ಪ್ರಾಧ್ಯಾಪಕರಾದ ಮಂಜು ಭಾಗ್ಯನಿಂದ ಮಾತನಾಡುತ್ತಾ ರಾಷ್ಟ್ರೀಯ ಸೇವಾ ಯೋಜನೆಯು ಸೆ.24 1969 ರಲ್ಲಿ ಮಹಾತ್ಮಗಾಂಧಿ ಜನ್ಮ ಶತಮಾನೋತ್ಸವ ಸ್ಮರಣಾರ್ಥವಾಗಿ ಚಾಲಿಯಾಗಿ ದೇಶದಾದ್ಯಂತ ಸೇವಾ ಮನೋಭಾವವನ್ನು ಬೆಳೆಸುವ ಉದ್ದೇಶದಿಂದ ಆರಂಭಿಸಲಾಯಿತು. ಈ ಮೂಲಕ ದೇಶ ನಿರ್ಮಾಣ ಮತ್ತು ಸಮಾಜ ಸೇವೆ ಕಾರ್ಯದ ಎಂದ ಅವರು ರಾಷ್ಟ್ರೀಯ ಸೇವಾ ಯೋಜನೆಯ ಮೂಲಕ ಯುವ ಮನಸ್ಸಿನಲ್ಲಿ ಸಾಮಾಜಿಕ ಹೊಣೆಗಾರಿಕೆ ಮೂಡಿಸುವ ಕಾರ್ಯಗಳನ್ನು ಈ ಯೋಜನೆಯ ಮೂಲಕ ಮಾಡಲಾಗುತ್ತಿದೆ. ಇದು ನನಗೆ ಮತ್ತು ನಿಮಗೆ ಈ ಯೋಜನೆ ಸಹಾಯಕವಾಗಿದೆ ಎಂದರು. ಕಾಲೇಜಿನ ಪ್ರಾಂಶುಪಾಲರಾದ ಪ್ರೊ ವೀರಣ್ಣ ಎನ್.ಸಿ ರವರು ಈ ಯೋಜನೆಯ ಮನಸ್ಸುಗಳನ್ನು ಉತ್ತಾಹದ ಬಗ್ಗೆಯನ್ನು ತುಂಬುವ, ನಾಯಕತ್ವದ ಗುಣಗಳನ್ನು ಬೆಳೆಸುವ, ಜಾಗೃತಿ ಮೂಡಿಸುವ: [38, 1237, 297, 1504]
notice-title-bar: ಅಲ್ಪಾವಧಿ ಟೆಂಡರ್ ಪ್ರಕಟಣೆ ಸಂ: 27/25-26 ದಿನಾಂಕ 15-11-2025: [54, 1890, 392, 1907]
newspaper-logo: ತುಮಕೂರುಮಿತ್ರ: [30, 11, 154, 37]
story5-body-extra: [1053, 1627, 1474, 1910]
issue-date: Date: 20-11-2025: [242, 14, 361, 33]
notice-sign-1: ಸಹಿ/- ಕಾರ್ಯಪಾಲಕ ಅಭಿಯಂತರರು,: [276, 2103, 384, 2114]
story1-body-col2: ಮಾಡಲಾಗುವುದು. ಇಲ್ಲಿ ಸುಮಾರು 30 ಲಕ್ಷ ರೂ ವೆಚ್ಚದಲ್ಲಿ ಓವರ್ ಹೆಡ್ ಟ್ಯಾಂಕ್ ಸಹಿತ ಕಾಮಗಾರಿ ಮಾಡಲಾಗುತ್ತಿದೆ. ಕರಿಗೊಂಡನಹಳ್ಳಿಯಲ್ಲಿ ಸುಮಾರು 113 ಮನೆಗಳಿಗೆ 36 ಲಕ್ಷ ರೂ ವೆಚ್ಚದಲ್ಲಿ ಓವರ್ ಹೆಡ್ ಟ್ಯಾಂಕ್ ಸಹಿತ ಕಾಮಗಾರಿ ಮಾಡಲಾಗುತ್ತಿದೆ ಎಂದು ತಿಳಿಸಿದರು. ಈ ಸಂಧರ್ಭದಲ್ಲಿ ತೊರೆಮಾವಿನಹಳ್ಳಿ ಗ್ರಾಮ ಪಂಚಾಯಿತಿ ಸದಸ್ಯ ರಾಮಕೃಷ್ಣ, ಮುಖಂಡರಾದ ದೇವರಾಜು, ಈಶ್ವರಪ್ಪ, ಮಲ್ಲಿಕಾರ್ಜುನ್, ಕಾರ್ಯನಿರ್ವಾಹಕ ಇಂಜಿನಿಯರ್ ರವಿಕುಮಾರ್, ಕರಿಗೊಂಡನಹಳ್ಳಿಯಲ್ಲಿ ಹಾಲು ಉತ್ಪಾದಕರ ಸಹಕಾರ ಸಂಘದ ಅಧ್ಯಕ್ಷ ಹರೀಶ್, ಇದ್ದಲು ರಾಜಣ್ಣ, ಮಂಜುನಾಥ್, ಅಂಗಡಿ ನಾಗಣ್ಣ, ಬಾಬು, ಗುತ್ತಿಗೆದಾರರಾದ ಅನಿಲ್ ಕುಮಾರ್, ಹಂಸ ಶಿವರಾಮ್, ಕೋಳಿಹಳ್ಳಿ ಸೊಸೈಟಿ ನಿರ್ದೇಶಕರಾದ ವೆಂಕಟರಾಮಯ್ಯ ಸೇರಿದಂತೆ ಹಲವರು ಇದ್ದರು.: [309, 424, 569, 618]
story4-headline-1: ಹಿಂದುಳಿದ ವರ್ಗಗಳ, ಸಹಕಾರ ಕ್ಷೇತ್ರದ ನಾಯಕ ಕೆ.ಎನ್.ರಾಜಣ್ಣಅವರಿಗೆ: [587, 773, 1278, 807]
story2-headline: ಎನ್‌ಎಸ್‌ಎಸ್ ಪುನಶ್ಚೇತನ ಕಾರ್ಯಕ್ರಮ ಉದ್ಘಾಟನೆ: [36, 828, 437, 856]
story3-body-col-a: ಶಕ್ತಿಯನ್ನ ಈ ತಾಲ್ಲೂಕಿನ ಜನತೆ ನೀಡಿದ್ದಾರೆ ಮಾಡುತ್ತಾರು ಗ್ರಾಮದ ಹಲವಾರು ಮುಖಂಡರು, ಯುವಕರು, ನನ್ನ ತಾಂತಿಂದರು ಒತ್ತಾಯಿಸಿ ಗ್ರಾಮದ ವಿಶ್ವೇಶ್ವರನ ಜೊತೆಗೆ ಬರುವಂತೆ ಪ್ರೀತಿಯಿಂದ ಒತ್ತಾಯಿಸುವರ್ವಕವಾಗಿ ಕರೆದುಕೊಟ್ಟ ಸಮಯದಲ್ಲಿ ಮೊದಲು ಬಂದೆ ತಾಲ್ಲೂಕಿನ ಹಲವಾರು ಜನರು ನನ್ನನ್ನು ಕೊರಟಗೆರೆ ಕ್ಷೇತ್ರಕ್ಕೆ ಬರುವಂತೆ ಒತ್ತಾಯಿಸುತ್ತಿದ್ದಾರೆ ಮುಂದೆ ನನ್ನ ಗ್ರಾಮಾಂತರ ಕ್ಷೇತ್ರ: [886, 630, 1175, 716]
volume-number: Volume:09,: [971, 14, 1059, 33]
story5-body-middle: ಇದಕ್ಕೆ ಪ್ರೋತ್ಸಾಹ ನೀಡುವುದಾಗಿ ತಿಳಿಸಿದರು. ಈ ಸಂದರ್ಭದಲ್ಲಿ ಕೆಡಿಪಿ ಸದಸ್ಯ ಬಸವರಾಜು ಮಾತನಾಡಿ ಗೋಡೆಕೆರೆ ಗ್ರಾಮದಲ್ಲಿ ಕಳೆದ 49 ವರ್ಷಗಳಿಂದ ಕಬಡ್ಡಿ ಕ್ರೀಡೆಯನ್ನು ನಡೆಸಿಕೊಂಡು ಬರುತ್ತಿರುವುದು ಸಂತಸದ ವಿಷಯ ಮುಂದಿನ ವರ್ಷ 50ನೇ ವರ್ಷದ ಈ ಕಬಡ್ಡಿ ಕ್ರೀಡೆಯನ್ನು ಜಿಲ್ಲಾ ತಾಲ್ಲೂಕು ಆಡಳಿತದ ಸಹಕಾರದೊಂದಿಗೆ ಅದ್ದೂರಿಯಾಗಿ ನಡೆಸಲಾಗುವುದು. ಈ ಗ್ರಾಮದ ಜನರು ಕ್ರೀಡೆಗೆ ಹೆಚ್ಚಿನ ಸಹಕಾರ ನೀಡುತ್ತಿದ್ದಾರೆ. ಆಟಗಾರರು ಕ್ರೀಡಾ ಮನೋಭಾವದಿಂದ ಆಟವಾಡಬೇಕು ಎಂದರು. ಈ ಸಂದರ್ಭದಲ್ಲಿ ಗ್ರಾಮಸ್ಥರು ಹಾಗೂ ಯುವಕ ಸಂಘದ ಪದಾಧಿಕಾರಿಗಳು ಹಾಜರಿದ್ದರು. ಪಂದ್ಯಾವಳಿಯಲ್ಲಿ ರಾಜ್ಯದ ವಿವಿಧ ಜಿಲ್ಲೆಗಳಿಂದ ತಂಡಗಳು ಭಾಗವಹಿಸಿದ್ದವು.: [407, 1629, 715, 1769]
tagline: ಕನ್ನಡ ದಿನಪತ್ರಿಕೆ: [163, 16, 232, 31]
government-emblem-icon: [62, 1825, 95, 1858]
imprint-footer: PRINTED BY: T.S.KRISHNAMURTHY, ANJANADRI PRINTERS, 4th CROSS, VINAYAKA NAGARA, TUMAKURU-572101. KARNATAKA, PUBLISHED BY: MANJUNATHA.P.N., S.L.N.BUILDING, KEMPEGOWDA ROAD, AMARAJHOTHYNAGARA, TUMKURU DISTRIKARNATAKA. OWNED BY: MANJUNATHA. P.N., S.L.N.BUILDING, KEMPEGOWDA ROAD, AMARAJHOTHYNAGARA, TUMKURU DISTRICT. KARNATAKA.. PRNTED AT: ANJANADRI PRINTERS, 4th CROSS, VINAYAKA NAGARA, TUMAKURU-572101. KARNATAKA, PUBLISHED AT: TUMAKURU, S.L.N.BUILDING, KEMPEGOWDA ROAD, AMARAJHOTHYNAGARA, TUMKURU DISTRICT. KARNATAKA. EDITOR: MANJUNATHA.P.N, S.L.N.BUILDING, KEMPEGOWDA ROAD, AMARAJHOTHYNAGARA, TUMKURU DISTRICT. KARNATAKA.: [30, 2300, 1482, 2394]
section-divider: [586, 768, 1476, 770]
story6-body-right: ಕೆಲಸವನ್ನು ಮಾಡುತ್ತಿದ್ದು ಇಂದಿನ ಕಾಲದಲ್ಲಿ ಮಕ್ಕಳೇ ಪೋಷಕರನ್ನು ನೋಡಿಕೊಳ್ಳುವುದು ಕಡಿಮೆ ಈ ಸಂಸ್ಥೆ ಈ ಉತ್ತಮ ಕೆಲಸ ಮಾಡುತ್ತಿದೆ ಎಂದರು. ಈ ಸಂದರ್ಭದಲ್ಲಿ ಕಾರ್ಯಕ್ರಮದ ಅಧ್ಯಕ್ಷ ಶೈಲಾ ಶಶಿಧರ್, ಪಿಎಲ್‌ಡಿ ಬ್ಯಾಂಕ್ ಅಧ್ಯಕ್ಷ ಹೆಚ್.ಆರ್.ಶಶಿಧರ್, ಮುಖಂಡರಾದ ಸಿದ್ದರಾಮಯ್ಯ, ರವಿಕುಮಾರ್ ಸೇರಿದಂತೆ ಹಲವರು ಉಪಸ್ಥಿತರಿದ್ದರು.: [1182, 1981, 1474, 2067]
